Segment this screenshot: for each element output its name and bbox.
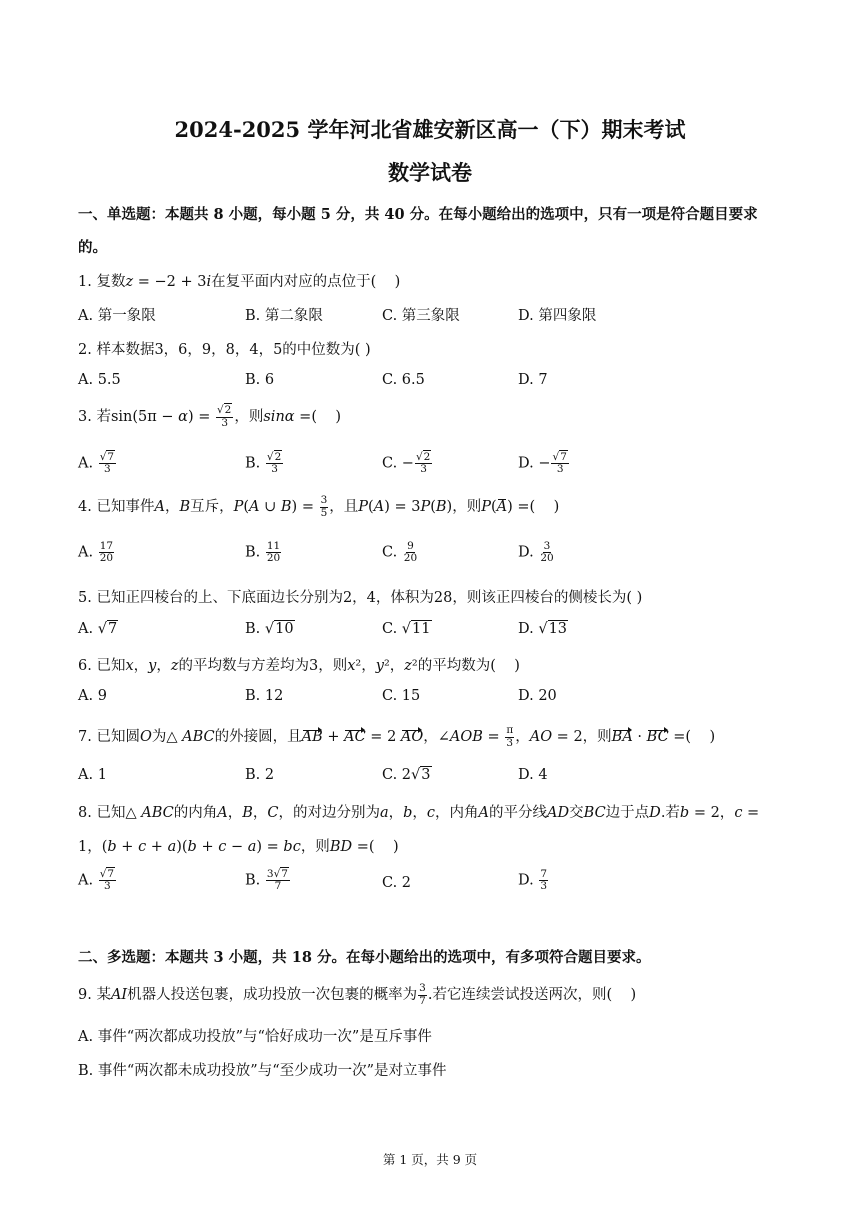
q5-option-b: B. √10 xyxy=(245,621,294,637)
q5-option-d: D. √13 xyxy=(518,621,568,637)
question-7: 7. 已知圆O为△ ABC的外接圆，且AB + AC = 2 AO，∠AOB = $\frac{\pi}{3}$ ，AO = 2，则BA · BC =( ) xyxy=(78,724,716,749)
question-1: 1. 复数z = −2 + 3i在复平面内对应的点位于( ) xyxy=(78,274,401,290)
question-2: 2. 样本数据3，6，9，8，4，5的中位数为( ) xyxy=(78,342,371,358)
q2-option-d: D. 7 xyxy=(518,372,548,388)
q6-option-c: C. 15 xyxy=(382,688,421,704)
q2-option-b: B. 6 xyxy=(245,372,275,388)
q4-option-d: D. $\frac{3}{20}$ xyxy=(518,540,554,565)
question-8-line2: 1，(b + c + a)(b + c − a) = bc，则BD =( ) xyxy=(78,839,399,855)
q3-option-a: A. $\frac{√7}{3}$ xyxy=(78,451,115,476)
q7-option-b: B. 2 xyxy=(245,767,275,783)
question-9: 9. 某AI机器人投送包裹，成功投放一次包裹的概率为 $\frac{3}{7}$ .若它连续尝试投送两次，则( ) xyxy=(78,982,637,1007)
q6-option-d: D. 20 xyxy=(518,688,557,704)
q7-option-a: A. 1 xyxy=(78,767,107,783)
exam-title: 2024-2025 学年河北省雄安新区高一（下）期末考试 xyxy=(174,117,686,142)
question-5: 5. 已知正四棱台的上、下底面边长分别为2，4，体积为28，则该正四棱台的侧棱长为( ) xyxy=(78,590,643,606)
q1-option-d: D. 第四象限 xyxy=(518,308,597,324)
q3-option-d: D. − $\frac{√7}{3}$ xyxy=(518,451,567,476)
q9-option-b: B. 事件“两次都未成功投放”与“至少成功一次”是对立事件 xyxy=(78,1063,447,1079)
q1-option-b: B. 第二象限 xyxy=(245,308,323,324)
q2-option-c: C. 6.5 xyxy=(382,372,425,388)
question-3: 3. 若sin(5π − α) = $\frac{√2}{3}$ ，则sinα =( ) xyxy=(78,404,342,429)
q5-option-a: A. √7 xyxy=(78,621,118,637)
q8-option-d: D. $\frac{7}{3}$ xyxy=(518,868,548,893)
exam-subtitle: 数学试卷 xyxy=(388,160,472,185)
q2-option-a: A. 5.5 xyxy=(78,372,121,388)
q7-option-c: C. 2√3 xyxy=(382,767,431,783)
q8-option-a: A. $\frac{√7}{3}$ xyxy=(78,868,115,893)
q3-option-b: B. $\frac{√2}{3}$ xyxy=(245,451,282,476)
q4-option-c: C. $\frac{9}{20}$ xyxy=(382,540,418,565)
question-6: 6. 已知x，y，z的平均数与方差均为3，则x²，y²，z²的平均数为( ) xyxy=(78,658,520,674)
q1-option-a: A. 第一象限 xyxy=(78,308,156,324)
page-footer: 第 1 页，共 9 页 xyxy=(382,1152,478,1167)
question-4: 4. 已知事件A，B互斥，P(A ∪ B) = $\frac{3}{5}$ ，且P(A) = 3P(B)，则P(A) =( ) xyxy=(78,494,560,519)
section2-heading: 二、多选题：本题共 3 小题，共 18 分。在每小题给出的选项中，有多项符合题目要求。 xyxy=(78,949,651,966)
q4-option-a: A. $\frac{17}{20}$ xyxy=(78,540,114,565)
q4-option-b: B. $\frac{11}{20}$ xyxy=(245,540,281,565)
q6-option-a: A. 9 xyxy=(78,688,107,704)
q8-option-c: C. 2 xyxy=(382,875,412,891)
q5-option-c: C. √11 xyxy=(382,621,431,637)
q7-option-d: D. 4 xyxy=(518,767,548,783)
q3-option-c: C. − $\frac{√2}{3}$ xyxy=(382,451,431,476)
section1-heading-line1: 一、单选题：本题共 8 小题，每小题 5 分，共 40 分。在每小题给出的选项中，只有一项是符合题目要求 xyxy=(78,206,758,223)
q1-option-c: C. 第三象限 xyxy=(382,308,460,324)
question-8-line1: 8. 已知△ ABC的内角A，B，C，的对边分别为a，b，c，内角A的平分线AD交BC边于点D.若b = 2，c = xyxy=(78,805,760,821)
q8-option-b: B. $\frac{3√7}{7}$ xyxy=(245,868,288,893)
section1-heading-line2: 的。 xyxy=(78,239,107,256)
q9-option-a: A. 事件“两次都成功投放”与“恰好成功一次”是互斥事件 xyxy=(78,1029,432,1045)
q6-option-b: B. 12 xyxy=(245,688,284,704)
